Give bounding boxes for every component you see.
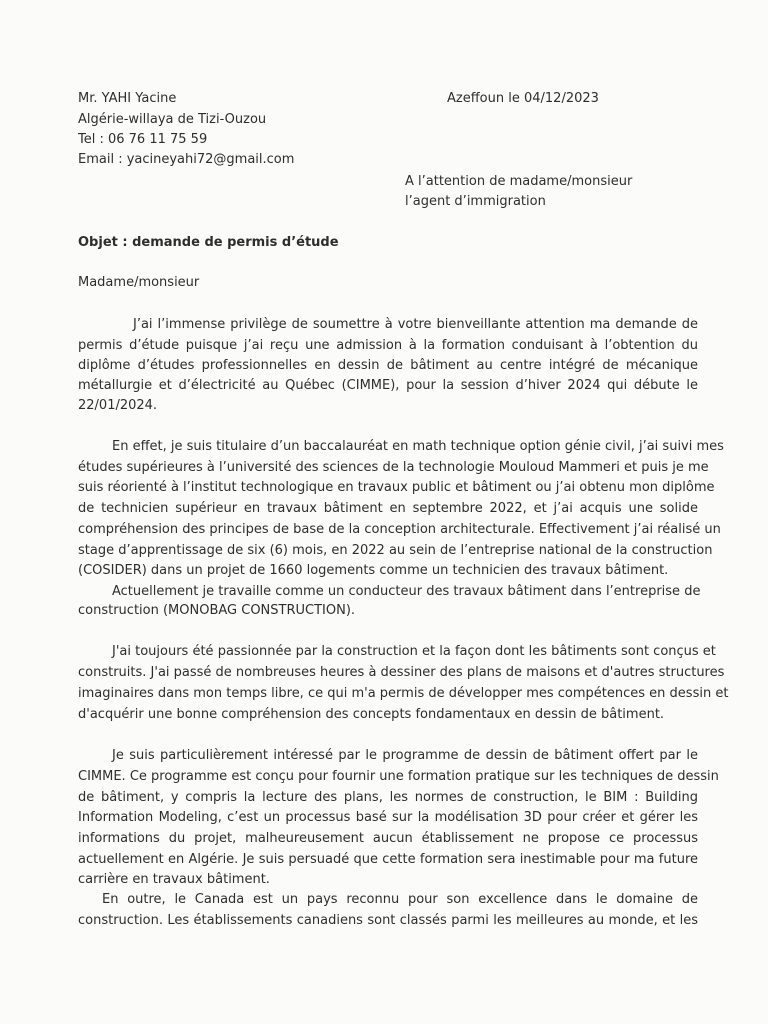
paragraph-line: de bâtiment, y compris la lecture des plans, les normes de construction, le BIM : Building: [78, 790, 698, 805]
sender-name: Mr. YAHI Yacine: [78, 91, 177, 106]
paragraph-line: construction. Les établissements canadiens sont classés parmi les meilleures au monde, et les: [78, 913, 698, 928]
place-date: Azeffoun le 04/12/2023: [447, 91, 599, 106]
paragraph-line: Je suis particulièrement intéressé par le programme de dessin de bâtiment offert par le: [112, 748, 698, 763]
sender-tel: Tel : 06 76 11 75 59: [78, 132, 208, 147]
paragraph-line: informations du projet, malheureusement aucun établissement ne propose ce processus: [78, 831, 698, 846]
paragraph-line: CIMME. Ce programme est conçu pour fournir une formation pratique sur les techniques de dessin: [78, 769, 719, 784]
paragraph-line: construits. J'ai passé de nombreuses heures à dessiner des plans de maisons et d'autres structures: [78, 665, 725, 680]
paragraph-line: J'ai toujours été passionnée par la construction et la façon dont les bâtiments sont conçus et: [112, 644, 716, 659]
paragraph-line: Information Modeling, c’est un processus basé sur la modélisation 3D pour créer et gérer les: [78, 810, 698, 825]
paragraph-line: compréhension des principes de base de la conception architecturale. Effectivement j’ai réalisé un: [78, 522, 721, 537]
paragraph-line: J’ai l’immense privilège de soumettre à votre bienveillante attention ma demande de: [133, 317, 698, 332]
sender-address: Algérie-willaya de Tizi-Ouzou: [78, 112, 267, 127]
paragraph-line: diplôme d’études professionnelles en dessin de bâtiment au centre intégré de mécanique: [78, 358, 698, 373]
paragraph-line: carrière en travaux bâtiment.: [78, 872, 270, 887]
paragraph-line: suis réorienté à l’institut technologique en travaux public et bâtiment ou j’ai obtenu mon diplôme: [78, 480, 715, 495]
sender-email: Email : yacineyahi72@gmail.com: [78, 152, 295, 167]
paragraph-line: permis d’étude puisque j’ai reçu une admission à la formation conduisant à l’obtention du: [78, 338, 698, 353]
subject-line: Objet : demande de permis d’étude: [78, 235, 339, 250]
salutation: Madame/monsieur: [78, 275, 200, 290]
paragraph-line: métallurgie et d’électricité au Québec (CIMME), pour la session d’hiver 2024 qui débute le: [78, 378, 698, 393]
paragraph-line: En outre, le Canada est un pays reconnu pour son excellence dans le domaine de: [102, 892, 698, 907]
recipient-line-1: A l’attention de madame/monsieur: [405, 174, 633, 189]
recipient-line-2: l’agent d’immigration: [405, 194, 546, 209]
paragraph-line: études supérieures à l’université des sciences de la technologie Mouloud Mammeri et puis je me: [78, 460, 709, 475]
paragraph-line: construction (MONOBAG CONSTRUCTION).: [78, 603, 356, 618]
paragraph-line: d'acquérir une bonne compréhension des concepts fondamentaux en dessin de bâtiment.: [78, 707, 665, 722]
paragraph-line: actuellement en Algérie. Je suis persuadé que cette formation sera inestimable pour ma future: [78, 852, 698, 867]
paragraph-line: Actuellement je travaille comme un conducteur des travaux bâtiment dans l’entreprise de: [112, 584, 701, 599]
paragraph-line: En effet, je suis titulaire d’un baccalauréat en math technique option génie civil, j’ai suivi mes: [112, 439, 724, 454]
paragraph-line: imaginaires dans mon temps libre, ce qui m'a permis de développer mes compétences en dessin et: [78, 686, 729, 701]
paragraph-line: stage d’apprentissage de six (6) mois, en 2022 au sein de l’entreprise national de la construction: [78, 543, 713, 558]
paragraph-line: de technicien supérieur en travaux bâtiment en septembre 2022, et j’ai acquis une solide: [78, 501, 698, 516]
paragraph-line: 22/01/2024.: [78, 398, 158, 413]
paragraph-line: (COSIDER) dans un projet de 1660 logements comme un technicien des travaux bâtiment.: [78, 563, 669, 578]
